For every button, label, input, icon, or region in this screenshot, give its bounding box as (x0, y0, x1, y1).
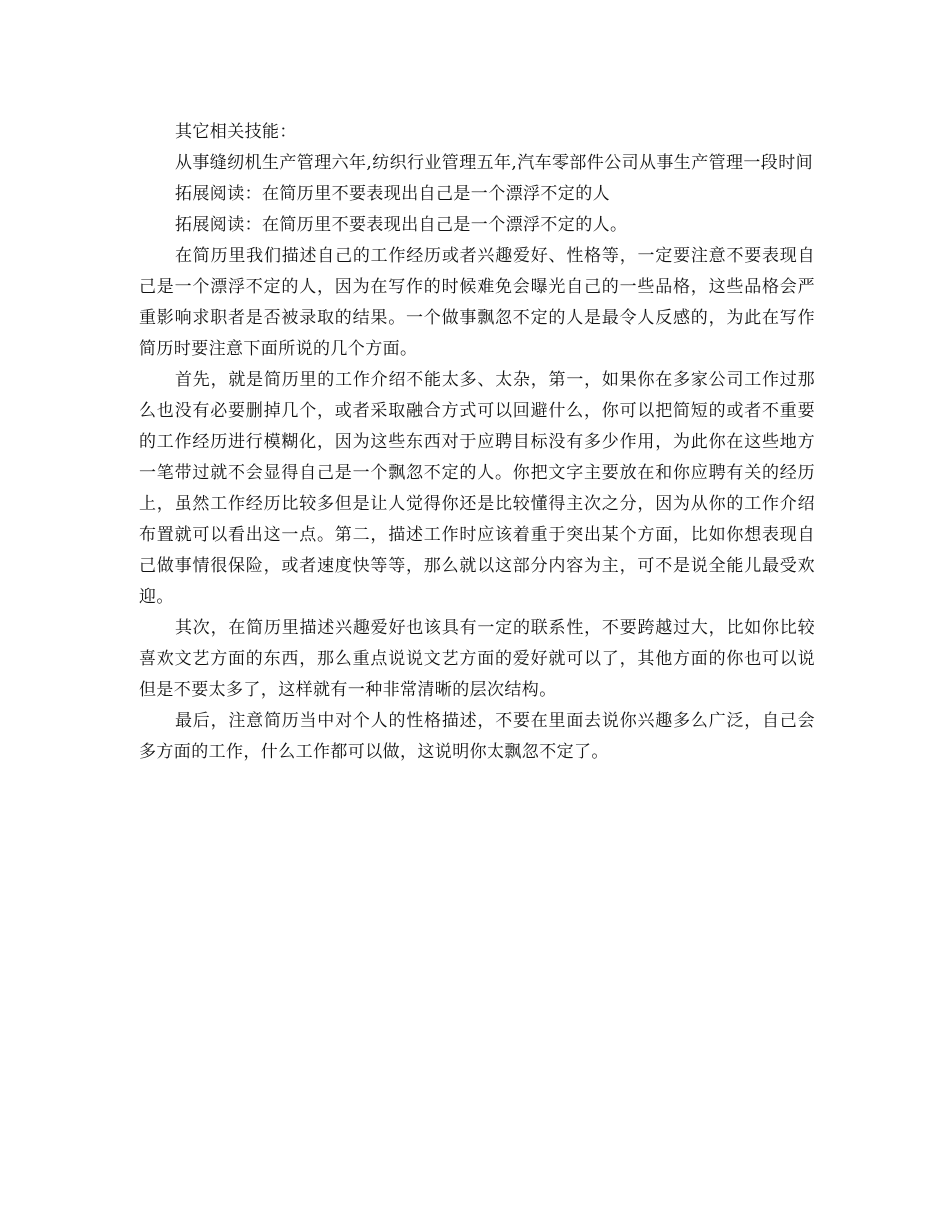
paragraph-skills-heading: 其它相关技能： (175, 122, 297, 142)
paragraph-experience: 从事缝纫机生产管理六年,纺织行业管理五年,汽车零部件公司从事生产管理一段时间 (175, 153, 814, 173)
paragraph-extended-reading-1: 拓展阅读：在简历里不要表现出自己是一个漂浮不定的人 (175, 184, 610, 204)
paragraph-last-point: 最后，注意简历当中对个人的性格描述，不要在里面去说你兴趣多么广泛，自己会多方面的工作，什么工作都可以做，这说明你太飘忽不定了。 (139, 711, 815, 762)
paragraph-intro: 在简历里我们描述自己的工作经历或者兴趣爱好、性格等，一定要注意不要表现自己是一个漂浮不定的人，因为在写作的时候难免会曝光自己的一些品格，这些品格会严重影响求职者是否被录取的结果。一个做事飘忽不定的人是最令人反感的，为此在写作简历时要注意下面所说的几个方面。 (139, 246, 815, 359)
paragraph-extended-reading-2: 拓展阅读：在简历里不要表现出自己是一个漂浮不定的人。 (175, 215, 628, 235)
document-body (139, 117, 815, 768)
paragraph-first-point: 首先，就是简历里的工作介绍不能太多、太杂，第一，如果你在多家公司工作过那么也没有必要删掉几个，或者采取融合方式可以回避什么，你可以把简短的或者不重要的工作经历进行模糊化，因为这些东西对于应聘目标没有多少作用，为此你在这些地方一笔带过就不会显得自己是一个飘忽不定的人。你把文字主要放在和你应聘有关的经历上，虽然工作经历比较多但是让人觉得你还是比较懂得主次之分，因为从你的工作介绍布置就可以看出这一点。第二，描述工作时应该着重于突出某个方面，比如你想表现自己做事情很保险，或者速度快等等，那么就以这部分内容为主，可不是说全能儿最受欢迎。 (139, 370, 815, 607)
paragraph-second-point: 其次，在简历里描述兴趣爱好也该具有一定的联系性，不要跨越过大，比如你比较喜欢文艺方面的东西，那么重点说说文艺方面的爱好就可以了，其他方面的你也可以说但是不要太多了，这样就有一种非常清晰的层次结构。 (139, 618, 815, 700)
